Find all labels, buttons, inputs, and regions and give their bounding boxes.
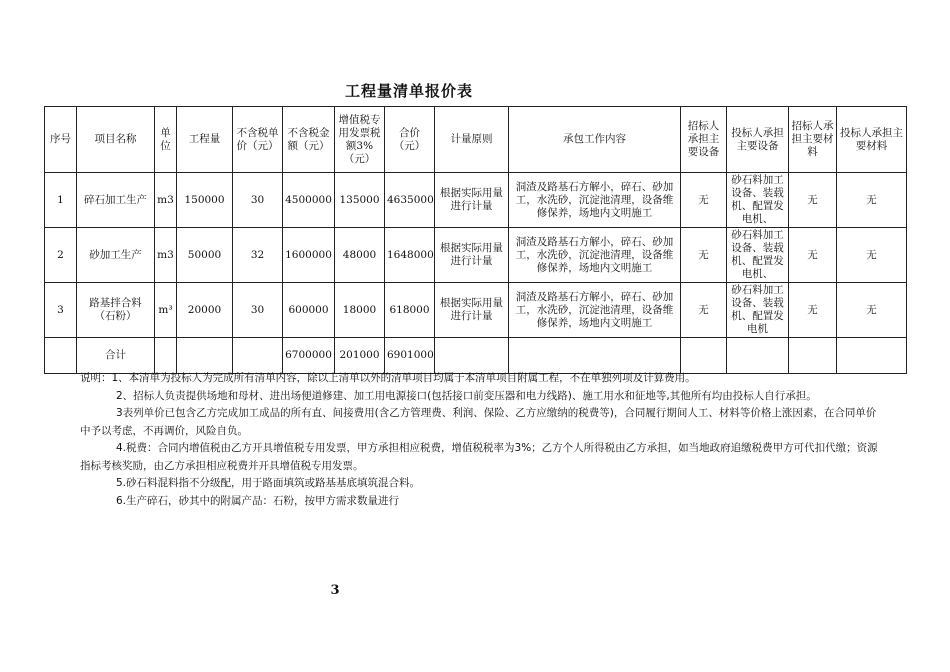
header-cell: 招标人承担主要材料 (789, 107, 837, 173)
empty-cell (233, 338, 283, 374)
header-cell: 单位 (155, 107, 177, 173)
amount: 1600000 (283, 228, 335, 283)
total-price: 4635000 (385, 173, 435, 228)
vat-amount: 18000 (335, 283, 385, 338)
note-1: 说明：1、本清单为投标人为完成所有清单内容，除以上清单以外的清单项目均属于本清单项目附属工程，不在单独列项及计算费用。 (80, 372, 696, 384)
total-amount: 6700000 (283, 338, 335, 374)
row-number: 1 (45, 173, 77, 228)
header-cell: 项目名称 (77, 107, 155, 173)
measurement-principle: 根据实际用量进行计量 (435, 228, 509, 283)
unit: m³ (155, 283, 177, 338)
unit-price: 30 (233, 173, 283, 228)
total-price: 618000 (385, 283, 435, 338)
total-price: 1648000 (385, 228, 435, 283)
note-4: 4.税费：合同内增值税由乙方开具增值税专用发票，甲方承担相应税费，增值税税率为3%；乙方个人所得税由乙方承担，如当地政府追缴税费甲方可代扣代缴；资源指标考核奖励，由乙方承担相应税费并开具增值税专用发票。 (80, 442, 878, 472)
amount: 600000 (283, 283, 335, 338)
total-vat: 201000 (335, 338, 385, 374)
empty-cell (435, 338, 509, 374)
bill-of-quantities-table (44, 106, 907, 374)
item-name: 砂加工生产 (77, 228, 155, 283)
tenderer-equipment: 无 (681, 173, 727, 228)
header-cell: 序号 (45, 107, 77, 173)
empty-cell (837, 338, 907, 374)
header-cell: 增值税专用发票税额3%（元） (335, 107, 385, 173)
empty-cell (789, 338, 837, 374)
note-5: 5.砂石料混料指不分级配，用于路面填筑或路基基底填筑混合料。 (116, 477, 421, 489)
empty-cell (681, 338, 727, 374)
unit-price: 30 (233, 283, 283, 338)
quantity: 150000 (177, 173, 233, 228)
page-title: 工程量清单报价表 (344, 82, 473, 100)
unit-price: 32 (233, 228, 283, 283)
bidder-material: 无 (837, 283, 907, 338)
total-label: 合计 (77, 338, 155, 374)
empty-cell (155, 338, 177, 374)
unit: m3 (155, 173, 177, 228)
quantity: 20000 (177, 283, 233, 338)
work-content: 洞渣及路基石方解小，碎石、砂加工，水洗砂，沉淀池清理，设备维修保养，场地内文明施工 (509, 228, 681, 283)
note-3: 3表列单价已包含乙方完成加工成品的所有直、间接费用(含乙方管理费、利润、保险、乙方应缴纳的税费等)，合同履行期间人工、材料等价格上涨因素，在合同单价中予以考虑，不再调价，风险自负。 (80, 407, 877, 437)
tenderer-equipment: 无 (681, 283, 727, 338)
header-cell: 不含税单价（元） (233, 107, 283, 173)
item-name: 路基拌合料（石粉） (77, 283, 155, 338)
bidder-equipment: 砂石料加工设备、装载机、配置发电机、 (727, 173, 789, 228)
empty-cell (509, 338, 681, 374)
header-cell: 承包工作内容 (509, 107, 681, 173)
unit: m3 (155, 228, 177, 283)
tenderer-material: 无 (789, 173, 837, 228)
measurement-principle: 根据实际用量进行计量 (435, 283, 509, 338)
amount: 4500000 (283, 173, 335, 228)
header-cell: 投标人承担主要设备 (727, 107, 789, 173)
measurement-principle: 根据实际用量进行计量 (435, 173, 509, 228)
header-cell: 招标人承担主要设备 (681, 107, 727, 173)
table-header-row (45, 107, 907, 173)
work-content: 洞渣及路基石方解小，碎石、砂加工，水洗砂，沉淀池清理，设备维修保养，场地内文明施工 (509, 283, 681, 338)
table-row (45, 173, 907, 228)
header-cell: 不含税金额（元） (283, 107, 335, 173)
row-number: 2 (45, 228, 77, 283)
bidder-material: 无 (837, 173, 907, 228)
empty-cell (727, 338, 789, 374)
table-row (45, 283, 907, 338)
total-row (45, 338, 907, 374)
grand-total: 6901000 (385, 338, 435, 374)
empty-cell (45, 338, 77, 374)
row-number: 3 (45, 283, 77, 338)
bidder-material: 无 (837, 228, 907, 283)
work-content: 洞渣及路基石方解小，碎石、砂加工，水洗砂，沉淀池清理，设备维修保养，场地内文明施工 (509, 173, 681, 228)
bidder-equipment: 砂石料加工设备、装载机、配置发电机 (727, 283, 789, 338)
tenderer-material: 无 (789, 283, 837, 338)
note-2: 2、招标人负责提供场地和母材、进出场便道修建、加工用电源接口(包括接口前变压器和电力线路)、施工用水和征地等,其他所有均由投标人自行承担。 (116, 389, 817, 402)
vat-amount: 48000 (335, 228, 385, 283)
table-row (45, 228, 907, 283)
item-name: 碎石加工生产 (77, 173, 155, 228)
empty-cell (177, 338, 233, 374)
tenderer-equipment: 无 (681, 228, 727, 283)
page-number: 3 (330, 583, 340, 598)
header-cell: 计量原则 (435, 107, 509, 173)
quantity: 50000 (177, 228, 233, 283)
vat-amount: 135000 (335, 173, 385, 228)
header-cell: 工程量 (177, 107, 233, 173)
note-6: 6.生产碎石，砂其中的附属产品：石粉，按甲方需求数量进行 (116, 494, 400, 507)
bidder-equipment: 砂石料加工设备、装载机、配置发电机、 (727, 228, 789, 283)
header-cell: 投标人承担主要材料 (837, 107, 907, 173)
tenderer-material: 无 (789, 228, 837, 283)
notes-section (80, 370, 880, 510)
header-cell: 合价（元） (385, 107, 435, 173)
